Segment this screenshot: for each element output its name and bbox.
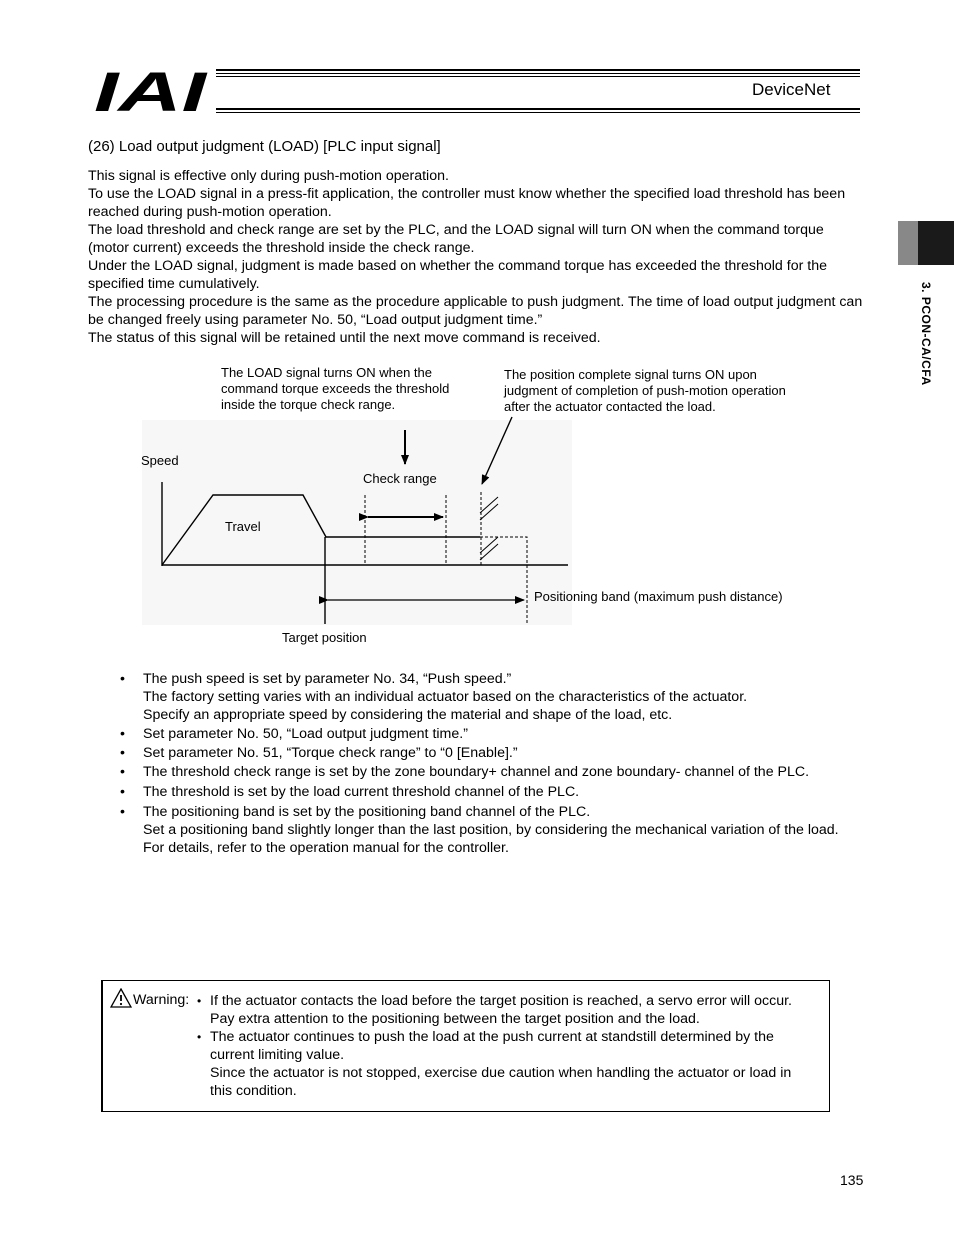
header-rule-1: [216, 69, 860, 71]
bullet-dot: •: [120, 745, 125, 761]
warning-line: The actuator continues to push the load at the push current at standstill determined by the current limiting value.: [210, 1029, 774, 1063]
paragraph: The processing procedure is the same as the procedure applicable to push judgment. The time of load output judgment can be changed freely using parameter No. 50, “Load output judgment time.”: [88, 294, 863, 328]
bullet-dot: •: [197, 994, 202, 1008]
note-load-line2: command torque exceeds the threshold: [221, 381, 450, 396]
list-item: [115, 744, 871, 762]
warning-item: [197, 1028, 809, 1100]
bullet-dot: •: [120, 804, 125, 820]
header-rule-4: [216, 108, 860, 110]
chapter-tab-dark: [918, 221, 954, 265]
section-number: (26): [88, 138, 115, 155]
list-line: Set a positioning band slightly longer than the last position, by considering the mechanical variation of the load.: [143, 822, 839, 838]
diagram-background: [142, 420, 572, 625]
list-line: The threshold is set by the load current threshold channel of the PLC.: [143, 784, 580, 800]
list-item: [115, 803, 871, 857]
warning-line: If the actuator contacts the load before the target position is reached, a servo error will occur. Pay extra attention to the positioning between the target position and the load.: [210, 993, 792, 1027]
note-position-line3: after the actuator contacted the load.: [504, 399, 716, 414]
list-line: Specify an appropriate speed by considering the material and shape of the load, etc.: [143, 707, 673, 723]
target-label: Target position: [282, 630, 367, 645]
chapter-tab-light: [898, 221, 918, 265]
iai-logo: [92, 68, 210, 114]
header-rule-3: [216, 76, 860, 77]
check-range-label: Check range: [363, 471, 437, 486]
list-item: [115, 670, 871, 724]
bullet-dot: •: [120, 671, 125, 687]
bullet-dot: •: [120, 726, 125, 742]
list-line: The threshold check range is set by the zone boundary+ channel and zone boundary- channel of the PLC.: [143, 764, 810, 780]
band-label: Positioning band (maximum push distance): [534, 589, 783, 604]
note-load-line1: The LOAD signal turns ON when the: [221, 365, 432, 380]
list-line: The push speed is set by parameter No. 34, “Push speed.”: [143, 671, 512, 687]
logo-text: IAI: [94, 68, 209, 114]
travel-label: Travel: [225, 519, 261, 534]
paragraph: The load threshold and check range are set by the PLC, and the LOAD signal will turn ON when the command torque (motor current) exceeds the threshold inside the check range.: [88, 222, 824, 256]
note-position-line1: The position complete signal turns ON upon: [504, 367, 757, 382]
paragraph: The status of this signal will be retained until the next move command is received.: [88, 330, 601, 346]
description: [88, 167, 868, 347]
warning-list: [197, 992, 809, 1100]
header-rule-2: [216, 73, 860, 74]
paragraph: Under the LOAD signal, judgment is made based on whether the command torque has exceeded the threshold for the specified time cumulatively.: [88, 258, 827, 292]
list-line: Set parameter No. 51, “Torque check range” to “0 [Enable].”: [143, 745, 518, 761]
bullet-dot: •: [197, 1030, 202, 1044]
notes-list: [115, 670, 871, 858]
push-motion-diagram: [140, 360, 840, 660]
note-load-line3: inside the torque check range.: [221, 397, 396, 412]
section-title: [88, 138, 441, 155]
bullet-dot: •: [120, 764, 125, 780]
page-number: 135: [840, 1172, 864, 1188]
header-rule-5: [216, 112, 860, 113]
list-item: [115, 763, 871, 781]
note-position-line2: judgment of completion of push-motion operation: [504, 383, 786, 398]
list-line: Set parameter No. 50, “Load output judgment time.”: [143, 726, 468, 742]
paragraph: This signal is effective only during push-motion operation.: [88, 168, 449, 184]
product-name: DeviceNet: [752, 80, 831, 99]
paragraph: To use the LOAD signal in a press-fit application, the controller must know whether the specified load threshold has been reached during push-motion operation.: [88, 186, 846, 220]
warning-label: Warning:: [133, 992, 190, 1008]
list-line: For details, refer to the operation manual for the controller.: [143, 840, 509, 856]
list-line: The positioning band is set by the positioning band channel of the PLC.: [143, 804, 591, 820]
bullet-dot: •: [120, 784, 125, 800]
section-title-text: Load output judgment (LOAD) [PLC input signal]: [118, 138, 441, 155]
warning-triangle-icon: [110, 988, 132, 1008]
list-item: [115, 725, 871, 743]
chapter-label: 3. PCON-CA/CFA: [919, 282, 933, 386]
list-line: The factory setting varies with an individual actuator based on the characteristics of the actuator.: [143, 689, 748, 705]
warning-line: Since the actuator is not stopped, exercise due caution when handling the actuator or load in this condition.: [210, 1065, 792, 1099]
warning-item: [197, 992, 809, 1028]
list-item: [115, 783, 871, 801]
speed-label: Speed: [141, 453, 179, 468]
